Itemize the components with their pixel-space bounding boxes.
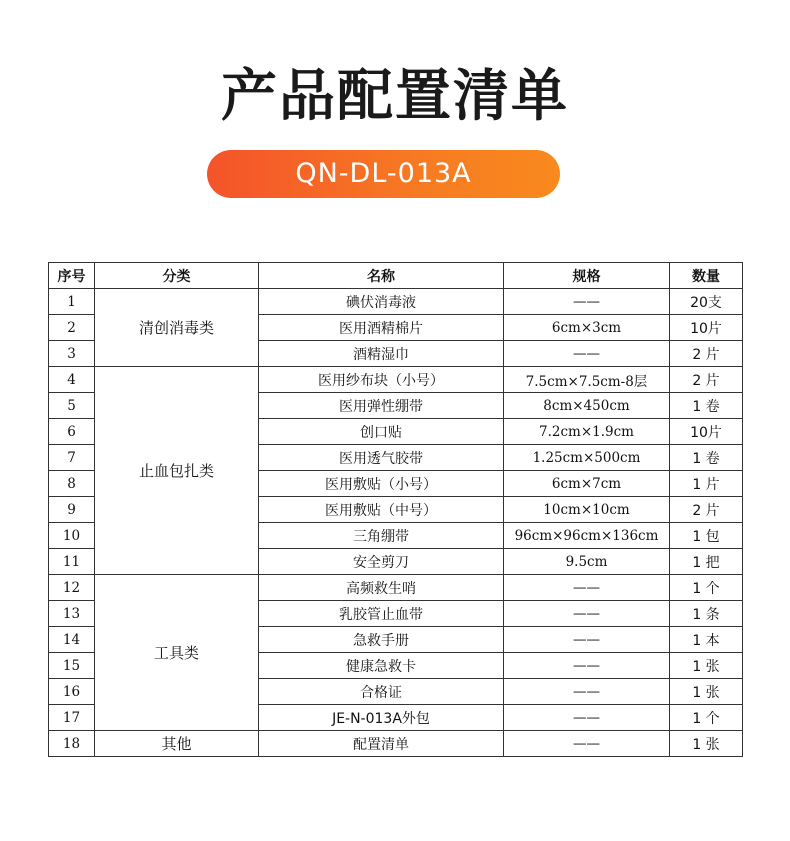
row-quantity: 1 卷 (670, 393, 743, 419)
row-item-name: JE-N-013A外包 (259, 705, 504, 731)
page-title: 产品配置清单 (221, 64, 569, 129)
row-quantity: 1 包 (670, 523, 743, 549)
row-quantity: 2 片 (670, 497, 743, 523)
row-index: 18 (49, 731, 95, 757)
row-quantity: 1 片 (670, 471, 743, 497)
row-quantity: 1 个 (670, 575, 743, 601)
row-item-name: 健康急救卡 (259, 653, 504, 679)
row-item-name: 医用敷贴（小号） (259, 471, 504, 497)
row-index: 13 (49, 601, 95, 627)
row-item-name: 医用纱布块（小号） (259, 367, 504, 393)
row-item-name: 配置清单 (259, 731, 504, 757)
row-index: 10 (49, 523, 95, 549)
row-quantity: 1 张 (670, 653, 743, 679)
table-row (49, 289, 743, 315)
row-item-name: 医用透气胶带 (259, 445, 504, 471)
row-spec: —— (504, 731, 670, 757)
row-spec: 9.5cm (504, 549, 670, 575)
table-body (49, 289, 743, 757)
row-spec: —— (504, 653, 670, 679)
row-index: 1 (49, 289, 95, 315)
row-spec: 7.5cm×7.5cm-8层 (504, 367, 670, 393)
row-quantity: 2 片 (670, 367, 743, 393)
row-index: 7 (49, 445, 95, 471)
row-spec: —— (504, 575, 670, 601)
row-spec: 6cm×3cm (504, 315, 670, 341)
row-category: 工具类 (95, 575, 259, 731)
row-category: 清创消毒类 (95, 289, 259, 367)
row-spec: 10cm×10cm (504, 497, 670, 523)
row-item-name: 医用酒精棉片 (259, 315, 504, 341)
config-table (48, 262, 743, 757)
row-quantity: 1 个 (670, 705, 743, 731)
row-index: 5 (49, 393, 95, 419)
row-spec: —— (504, 627, 670, 653)
row-spec: —— (504, 705, 670, 731)
table-header-row (49, 263, 743, 289)
row-index: 11 (49, 549, 95, 575)
row-quantity: 1 卷 (670, 445, 743, 471)
header-name: 名称 (259, 263, 504, 289)
row-item-name: 医用敷贴（中号） (259, 497, 504, 523)
row-quantity: 1 本 (670, 627, 743, 653)
row-spec: —— (504, 601, 670, 627)
row-index: 14 (49, 627, 95, 653)
row-spec: 6cm×7cm (504, 471, 670, 497)
row-quantity: 10片 (670, 419, 743, 445)
row-spec: 96cm×96cm×136cm (504, 523, 670, 549)
row-index: 4 (49, 367, 95, 393)
row-item-name: 急救手册 (259, 627, 504, 653)
row-category: 止血包扎类 (95, 367, 259, 575)
row-item-name: 合格证 (259, 679, 504, 705)
row-item-name: 碘伏消毒液 (259, 289, 504, 315)
header-category: 分类 (95, 263, 259, 289)
row-item-name: 安全剪刀 (259, 549, 504, 575)
header-quantity: 数量 (670, 263, 743, 289)
row-quantity: 10片 (670, 315, 743, 341)
row-spec: —— (504, 341, 670, 367)
row-item-name: 创口贴 (259, 419, 504, 445)
table-row (49, 367, 743, 393)
row-category: 其他 (95, 731, 259, 757)
table-row (49, 731, 743, 757)
row-quantity: 1 条 (670, 601, 743, 627)
row-item-name: 医用弹性绷带 (259, 393, 504, 419)
row-item-name: 高频救生哨 (259, 575, 504, 601)
header-index: 序号 (49, 263, 95, 289)
row-quantity: 1 张 (670, 731, 743, 757)
row-index: 12 (49, 575, 95, 601)
row-index: 9 (49, 497, 95, 523)
row-index: 2 (49, 315, 95, 341)
row-spec: 1.25cm×500cm (504, 445, 670, 471)
row-quantity: 1 张 (670, 679, 743, 705)
row-index: 8 (49, 471, 95, 497)
row-index: 17 (49, 705, 95, 731)
row-spec: 8cm×450cm (504, 393, 670, 419)
row-index: 15 (49, 653, 95, 679)
row-item-name: 酒精湿巾 (259, 341, 504, 367)
row-quantity: 1 把 (670, 549, 743, 575)
row-spec: —— (504, 289, 670, 315)
row-item-name: 三角绷带 (259, 523, 504, 549)
row-quantity: 20支 (670, 289, 743, 315)
row-spec: —— (504, 679, 670, 705)
row-index: 3 (49, 341, 95, 367)
row-index: 16 (49, 679, 95, 705)
row-item-name: 乳胶管止血带 (259, 601, 504, 627)
header-spec: 规格 (504, 263, 670, 289)
model-badge: QN-DL-013A (207, 150, 560, 198)
table-row (49, 575, 743, 601)
row-spec: 7.2cm×1.9cm (504, 419, 670, 445)
row-quantity: 2 片 (670, 341, 743, 367)
row-index: 6 (49, 419, 95, 445)
